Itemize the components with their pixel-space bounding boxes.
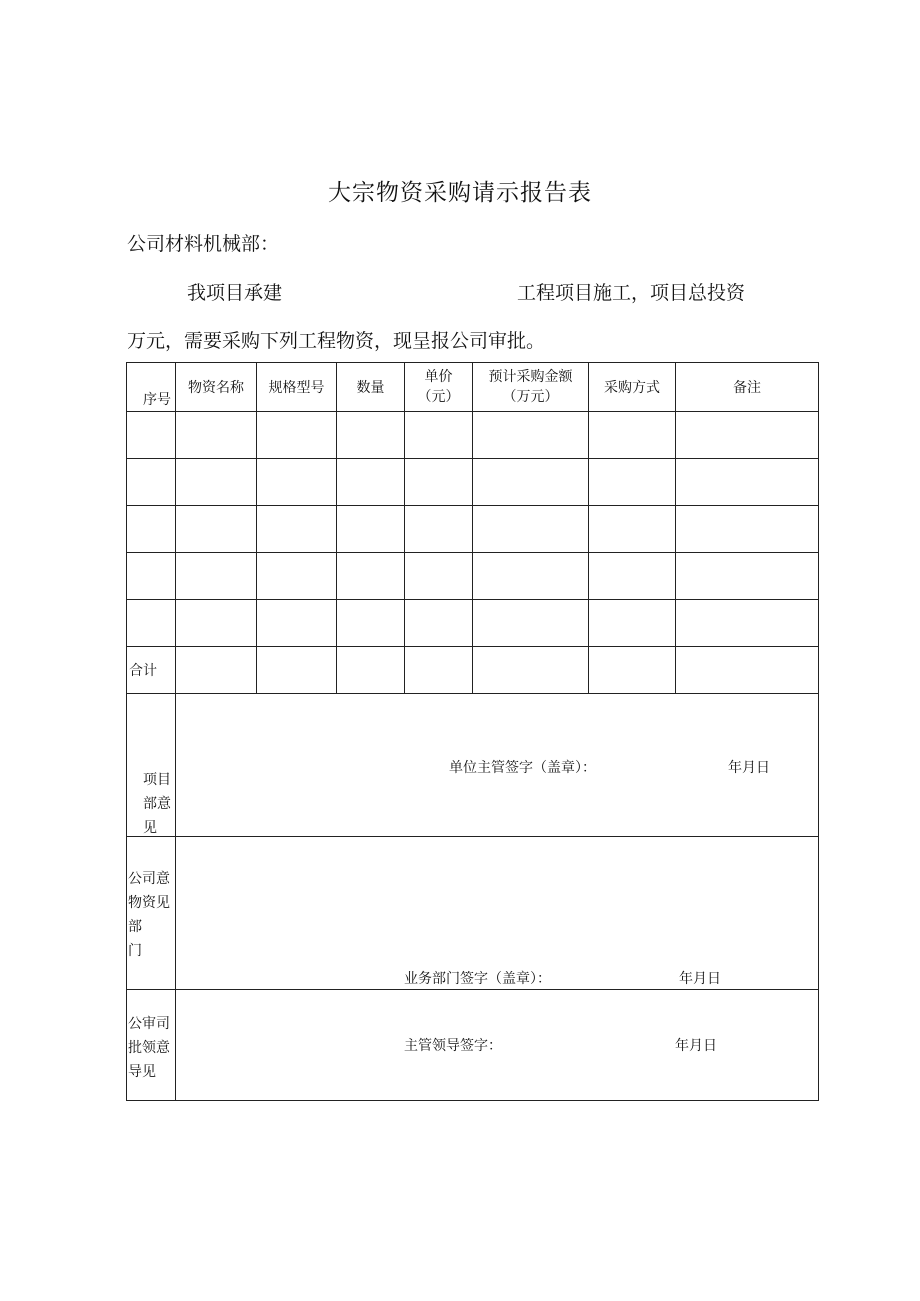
materials-opinion-body[interactable] — [176, 837, 819, 990]
cell-qty[interactable] — [337, 412, 405, 459]
cell-method[interactable] — [589, 506, 676, 553]
header-seq: 序号 — [127, 363, 176, 412]
table-row — [127, 412, 819, 459]
cell-amount[interactable] — [473, 647, 589, 694]
cell-method[interactable] — [589, 553, 676, 600]
header-qty: 数量 — [337, 363, 405, 412]
header-remark: 备注 — [676, 363, 819, 412]
cell-spec[interactable] — [257, 600, 337, 647]
approval-opinion-label — [127, 990, 176, 1101]
addressee: 公司材料机械部： — [127, 233, 280, 255]
cell-seq[interactable] — [127, 553, 176, 600]
body-line1-right: 工程项目施工，项目总投资 — [517, 282, 746, 304]
materials-label-line4: 门 — [128, 943, 142, 959]
cell-qty[interactable] — [337, 600, 405, 647]
cell-method[interactable] — [589, 647, 676, 694]
form-title: 大宗物资采购请示报告表 — [328, 180, 592, 206]
materials-opinion-label — [127, 837, 176, 990]
cell-remark[interactable] — [676, 600, 819, 647]
cell-price[interactable] — [405, 412, 473, 459]
cell-seq[interactable] — [127, 412, 176, 459]
header-name: 物资名称 — [176, 363, 257, 412]
cell-spec[interactable] — [257, 553, 337, 600]
approval-opinion-row — [127, 990, 819, 1101]
cell-qty[interactable] — [337, 553, 405, 600]
materials-opinion-row — [127, 837, 819, 990]
header-price — [405, 363, 473, 412]
cell-method[interactable] — [589, 600, 676, 647]
cell-qty[interactable] — [337, 647, 405, 694]
cell-spec[interactable] — [257, 506, 337, 553]
header-price-line2: （元） — [417, 389, 460, 405]
cell-remark[interactable] — [676, 412, 819, 459]
header-amount-line2: （万元） — [502, 389, 559, 405]
project-sign-label: 单位主管签字（盖章）： — [449, 760, 596, 776]
body-line1-left: 我项目承建 — [187, 282, 283, 304]
cell-method[interactable] — [589, 459, 676, 506]
materials-label-line1: 公司意 — [128, 871, 170, 887]
cell-name[interactable] — [176, 459, 257, 506]
table-row — [127, 553, 819, 600]
cell-seq[interactable] — [127, 459, 176, 506]
body-line2: 万元，需要采购下列工程物资，现呈报公司审批。 — [127, 330, 546, 352]
cell-qty[interactable] — [337, 506, 405, 553]
project-label-line1: 项目 — [143, 772, 171, 788]
approval-opinion-body[interactable] — [176, 990, 819, 1101]
table-row — [127, 459, 819, 506]
header-amount-line1: 预计采购金额 — [488, 369, 573, 385]
project-label-line3: 见 — [143, 820, 157, 836]
cell-name[interactable] — [176, 600, 257, 647]
cell-remark[interactable] — [676, 553, 819, 600]
cell-method[interactable] — [589, 412, 676, 459]
materials-label-line2: 物资见 — [128, 895, 170, 911]
cell-remark[interactable] — [676, 506, 819, 553]
project-opinion-body[interactable] — [176, 694, 819, 837]
table-row — [127, 600, 819, 647]
approval-label-line2: 批领意 — [128, 1040, 170, 1056]
cell-price[interactable] — [405, 553, 473, 600]
cell-name[interactable] — [176, 506, 257, 553]
cell-name[interactable] — [176, 412, 257, 459]
approval-label-line3: 导见 — [128, 1064, 156, 1080]
header-amount — [473, 363, 589, 412]
cell-amount[interactable] — [473, 506, 589, 553]
approval-label-line1: 公审司 — [128, 1016, 170, 1032]
header-price-line1: 单价 — [424, 369, 453, 385]
cell-qty[interactable] — [337, 459, 405, 506]
cell-seq[interactable] — [127, 600, 176, 647]
procurement-table — [126, 362, 819, 1101]
materials-sign-label: 业务部门签字（盖章）： — [404, 971, 551, 987]
cell-price[interactable] — [405, 600, 473, 647]
cell-spec[interactable] — [257, 459, 337, 506]
table-row — [127, 506, 819, 553]
approval-sign-label: 主管领导签字： — [404, 1038, 502, 1054]
cell-price[interactable] — [405, 459, 473, 506]
cell-remark[interactable] — [676, 647, 819, 694]
project-date-label: 年月日 — [728, 760, 770, 776]
project-opinion-row — [127, 694, 819, 837]
cell-remark[interactable] — [676, 459, 819, 506]
cell-amount[interactable] — [473, 600, 589, 647]
cell-name[interactable] — [176, 647, 257, 694]
cell-price[interactable] — [405, 506, 473, 553]
header-spec: 规格型号 — [257, 363, 337, 412]
total-label: 合计 — [127, 647, 176, 694]
total-row — [127, 647, 819, 694]
cell-spec[interactable] — [257, 412, 337, 459]
cell-spec[interactable] — [257, 647, 337, 694]
cell-seq[interactable] — [127, 506, 176, 553]
cell-name[interactable] — [176, 553, 257, 600]
materials-date-label: 年月日 — [679, 971, 721, 987]
project-opinion-label — [127, 694, 176, 837]
header-method: 采购方式 — [589, 363, 676, 412]
table-header-row — [127, 363, 819, 412]
cell-amount[interactable] — [473, 553, 589, 600]
approval-date-label: 年月日 — [675, 1038, 717, 1054]
materials-label-line3: 部 — [128, 919, 142, 935]
project-label-line2: 部意 — [143, 796, 171, 812]
cell-amount[interactable] — [473, 459, 589, 506]
cell-amount[interactable] — [473, 412, 589, 459]
cell-price[interactable] — [405, 647, 473, 694]
